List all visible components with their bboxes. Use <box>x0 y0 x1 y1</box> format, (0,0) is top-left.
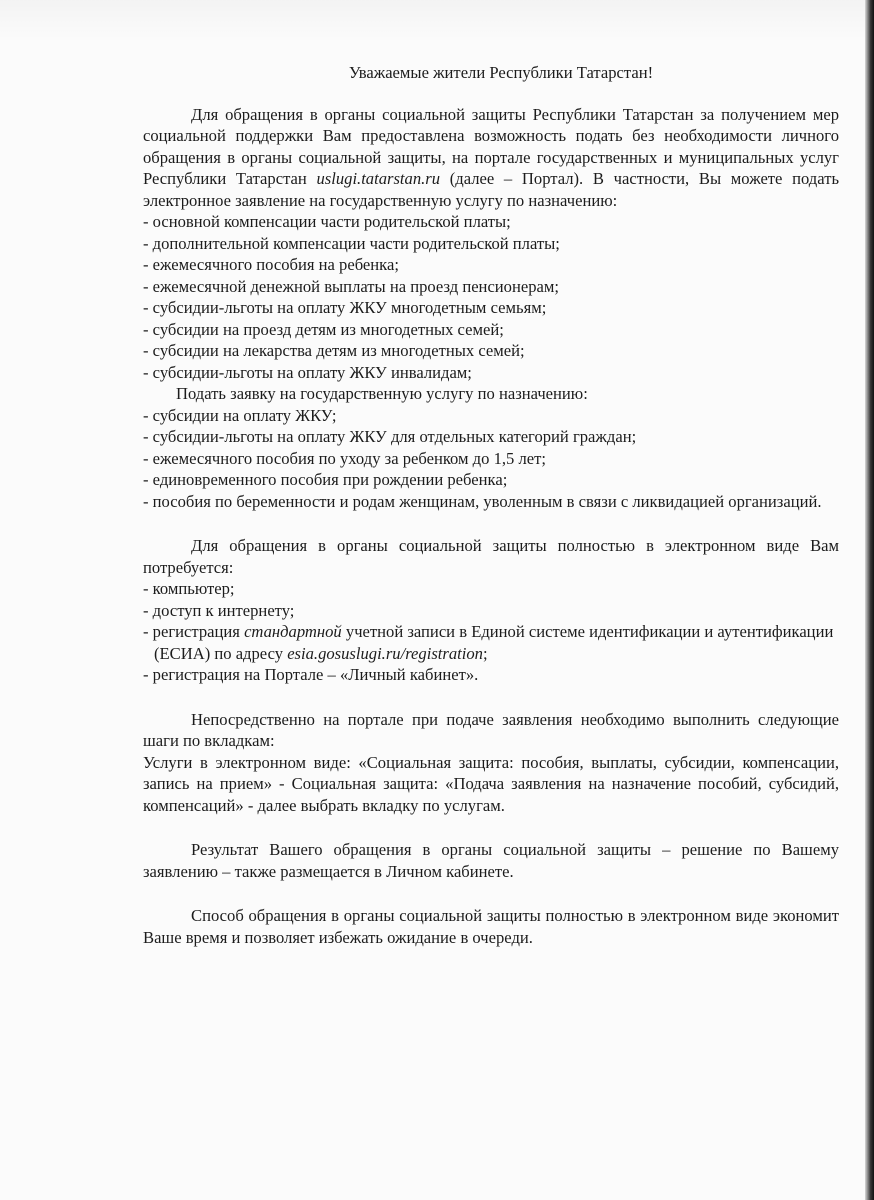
result-paragraph: Результат Вашего обращения в органы социальной защиты – решение по Вашему заявлению – также размещается в Личном кабинете. <box>143 840 839 881</box>
list-item: - субсидии на оплату ЖКУ; <box>143 405 337 425</box>
page-edge-shadow <box>865 0 874 1200</box>
document-body <box>143 62 839 948</box>
intro-text-end: (далее – Портал). В частности, Вы можете подать электронное заявление на государственную услугу по назначению: <box>143 169 840 210</box>
list-item: - ежемесячного пособия на ребенка; <box>143 255 399 274</box>
list-item: - субсидии-льготы на оплату ЖКУ многодетным семьям; <box>143 298 547 317</box>
list-item: - компьютер; <box>143 579 235 598</box>
steps-description: Услуги в электронном виде: «Социальная защита: пособия, выплаты, субсидии, компенсации, запись на прием» - Социальная защита: «Подача заявления на назначение пособий, субсидий, компенсаций» - далее выбрать вкладку по услугам. <box>143 752 839 815</box>
list-item-registration <box>143 621 839 664</box>
requirements-list <box>143 578 839 686</box>
requirements-intro: Для обращения в органы социальной защиты полностью в электронном виде Вам потребуется: <box>143 536 839 577</box>
reg-italic: стандартной <box>244 622 342 641</box>
list-item: - регистрация на Портале – «Личный кабинет». <box>143 665 479 684</box>
esia-url: esia.gosuslugi.ru/registration <box>287 643 483 663</box>
list-item: - основной компенсации части родительской платы; <box>143 212 511 231</box>
spacer <box>143 512 839 535</box>
electronic-services-list <box>143 211 839 383</box>
document-title: Уважаемые жители Республики Татарстан! <box>348 63 654 82</box>
reg-prefix: - регистрация <box>143 622 240 641</box>
portal-site: uslugi.tatarstan.ru <box>316 169 441 188</box>
list-item: - субсидии-льготы на оплату ЖКУ инвалидам; <box>143 362 472 382</box>
intro-paragraph <box>143 104 839 212</box>
list-item: - единовременного пособия при рождении ребенка; <box>143 470 508 489</box>
scan-shadow <box>0 0 874 40</box>
list-item: - ежемесячной денежной выплаты на проезд пенсионерам; <box>143 276 560 296</box>
request-services-list <box>143 405 839 513</box>
spacer <box>143 882 839 905</box>
intro-text: Для обращения в органы социальной защиты Республики Татарстан за получением мер социальной поддержки Вам предоставлена возможность подать без необходимости личного обращения в органы социальной защиты, на портале государственных и муниципальных услуг Республики Татарстан <box>143 104 839 188</box>
list-item: - субсидии на проезд детям из многодетных семей; <box>143 319 504 339</box>
list-item: - субсидии на лекарства детям из многодетных семей; <box>143 341 525 360</box>
list-item: - субсидии-льготы на оплату ЖКУ для отдельных категорий граждан; <box>143 427 637 446</box>
list-item: - ежемесячного пособия по уходу за ребенком до 1,5 лет; <box>143 448 546 468</box>
closing-paragraph: Способ обращения в органы социальной защиты полностью в электронном виде экономит Ваше время и позволяет избежать ожидание в очереди. <box>143 906 839 947</box>
spacer <box>143 816 839 839</box>
list-item: - дополнительной компенсации части родительской платы; <box>143 233 560 253</box>
list-item: - пособия по беременности и родам женщинам, уволенным в связи с ликвидацией организаций. <box>143 491 822 511</box>
list-item: - доступ к интернету; <box>143 600 295 620</box>
reg-middle: учетной записи в Единой системе идентификации и аутентификации (ЕСИА) по адресу <box>154 622 834 663</box>
reg-end: ; <box>482 643 488 663</box>
request-intro: Подать заявку на государственную услугу по назначению: <box>176 384 588 403</box>
spacer <box>143 686 839 709</box>
steps-intro: Непосредственно на портале при подаче заявления необходимо выполнить следующие шаги по вкладкам: <box>143 709 839 750</box>
